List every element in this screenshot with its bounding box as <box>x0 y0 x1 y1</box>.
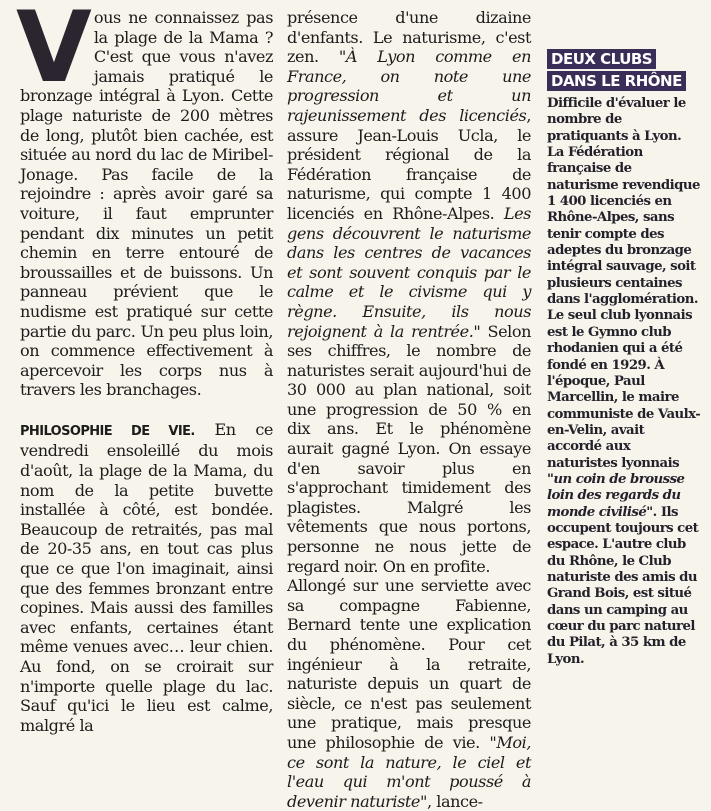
section-paragraph <box>20 420 273 736</box>
sidebar-title <box>547 49 701 93</box>
lead-body: ous ne connaissez pas la plage de la Mama ? C'est que vous n'avez jamais pratiqué le bronzage intégral à Lyon. Cette plage naturiste de 200 mètres de long, plutôt bien cachée, est située au nord du lac de Miribel-Jonage. Pas facile de la rejoindre : après avoir garé sa voiture, il faut emprunter pendant dix minutes un petit chemin en terre entouré de broussailles et de buissons. Un panneau prévient que le nudisme est pratiqué sur cette partie du parc. Un peu plus loin, on commence effectivement à apercevoir les corps nus à travers les branchages. <box>20 8 273 400</box>
sidebar-body <box>547 96 701 668</box>
drop-cap: V <box>16 0 90 105</box>
col2-text-5: , lance- <box>426 791 483 811</box>
lead-paragraph <box>16 0 273 400</box>
article-column-1 <box>16 0 274 735</box>
col2-paragraph-1 <box>287 8 531 576</box>
sidebar-title-line-2: DANS LE RHÔNE <box>547 71 686 91</box>
sidebar-quote: "un coin de brousse loin des regards du monde civilisé" <box>547 471 685 520</box>
section-body: En ce vendredi ensoleillé du mois d'août, la plage de la Mama, du nom de la petite buvette installée à côté, est bondée. Beaucoup de retraités, pas mal de 20-35 ans, en tout cas plus que ce que l'on imaginait, ainsi que des femmes bronzant entre copines. Mais aussi des familles avec enfants, certaines étant même venues avec… leur chien. Au fond, on se croirait sur n'importe quelle plage du lac. Sauf qu'ici le lieu est calme, malgré la <box>20 419 274 735</box>
section-subhead: PHILOSOPHIE DE VIE. <box>20 423 195 439</box>
article-column-2 <box>287 8 531 811</box>
col2-text-2: , assure Jean-Louis Ucla, le président régional de la Fédération française de naturisme, qui compte 1 400 licenciés en Rhône-Alpes. <box>287 105 531 223</box>
col2-text-3: Selon ses chiffres, le nombre de naturistes serait aujourd'hui de 30 000 au plan national, soit une progression de 50 % en dix ans. Et le phénomène aurait gagné Lyon. On essaye d'en savoir plus en s'approchant timidement des plagistes. Malgré les vêtements que nous portons, personne ne nous jette de regard noir. On en profite. <box>287 321 531 576</box>
sidebar-box <box>547 8 701 668</box>
col2-quote-2: Les gens découvrent le naturisme dans les centres de vacances et sont souvent conquis par le calme et le civisme qui y règne. Ensuite, ils nous rejoignent à la rentrée." <box>287 203 531 341</box>
col2-text-1: présence d'une dizaine d'enfants. Le naturisme, c'est zen. <box>287 8 531 67</box>
col2-quote-3: "Moi, ce sont la nature, le ciel et l'eau qui m'ont poussé à devenir naturiste" <box>287 732 531 811</box>
sidebar-text-2: . Ils occupent toujours cet espace. L'autre club du Rhône, le Club naturiste des amis du Grand Bois, est situé dans un camping au cœur du parc naturel du Pilat, à 35 km de Lyon. <box>547 504 699 667</box>
col2-text-4: Allongé sur une serviette avec sa compagne Fabienne, Bernard tente une explication du phénomène. Pour cet ingénieur à la retraite, naturiste depuis un quart de siècle, ce n'est pas seulement une pratique, mais presque une philosophie de vie. <box>287 576 531 752</box>
col2-quote-1: "À Lyon comme en France, on note une progression et un rajeunissement des licenciés <box>287 47 531 125</box>
sidebar-text-1: Difficile d'évaluer le nombre de pratiquants à Lyon. La Fédération française de naturisme revendique 1 400 licenciés en Rhône-Alpes, sans tenir compte des adeptes du bronzage intégral sauvage, soit plusieurs centaines dans l'agglomération. Le seul club lyonnais est le Gymno club rhodanien qui a été fondé en 1929. À l'époque, Paul Marcellin, le maire communiste de Vaulx-en-Velin, avait accordé aux naturistes lyonnais <box>547 96 701 471</box>
col2-paragraph-2 <box>287 576 531 811</box>
sidebar-title-line-1: DEUX CLUBS <box>547 49 656 69</box>
